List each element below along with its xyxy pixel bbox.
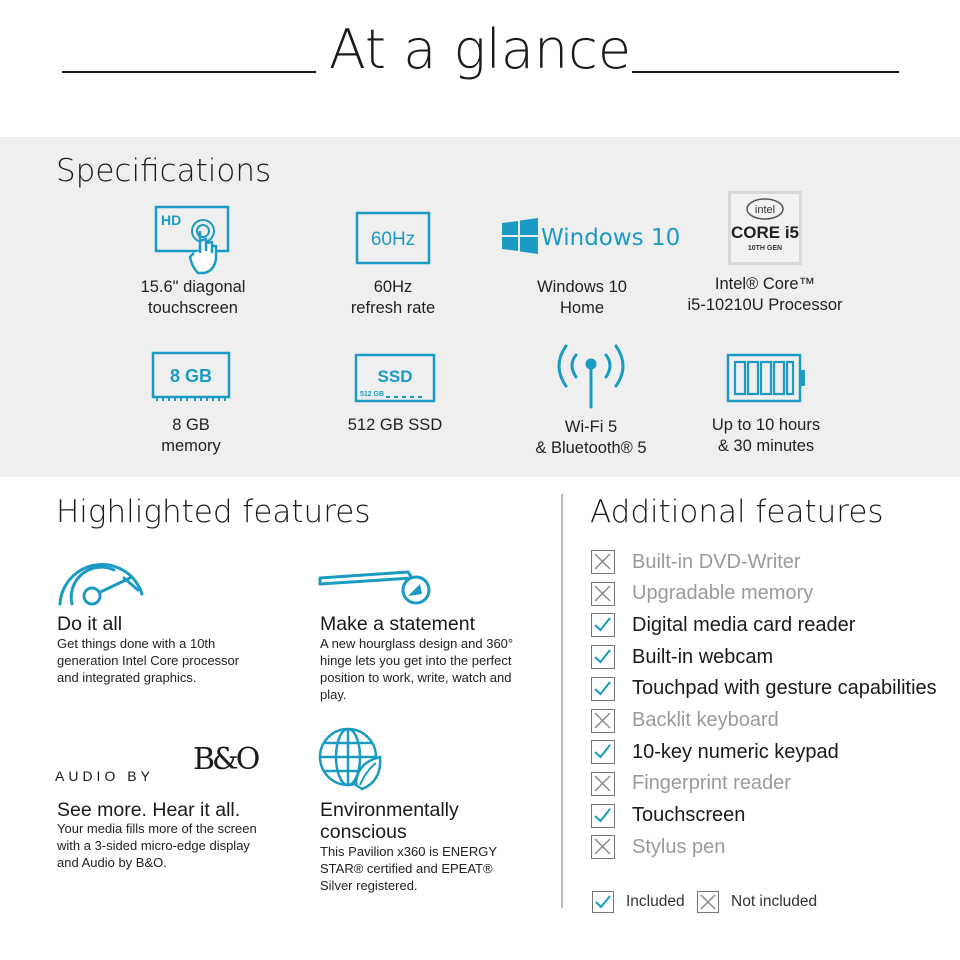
feature-description: Get things done with a 10th generation Intel Core processor and integrated graphics. — [57, 636, 240, 685]
feature-label: Built-in webcam — [632, 645, 774, 668]
feature-description: Your media fills more of the screen with a 3-sided micro-edge display and Audio by B&O. — [57, 821, 257, 870]
legend-included — [592, 890, 685, 914]
svg-text:HD: HD — [161, 212, 182, 228]
svg-text:CORE i5: CORE i5 — [730, 223, 800, 242]
feature-label: Digital media card reader — [632, 613, 856, 636]
feature-row — [591, 833, 725, 861]
check-icon — [591, 804, 615, 828]
feature-row — [591, 738, 839, 766]
legend-not-included-label: Not included — [731, 893, 818, 910]
memory-chip-icon — [146, 341, 236, 415]
svg-text:8 GB: 8 GB — [169, 366, 213, 386]
refresh-rate-icon — [348, 201, 438, 277]
spec-memory — [91, 341, 291, 457]
spec-label: 60Hz refresh rate — [350, 278, 436, 317]
feature-title: Make a statement — [320, 613, 475, 635]
cross-icon — [591, 582, 615, 606]
feature-row — [591, 675, 937, 703]
cross-icon — [591, 772, 615, 796]
header-rule-right — [632, 71, 899, 73]
feature-row — [591, 548, 801, 576]
spec-processor — [665, 187, 865, 316]
feature-label: Touchscreen — [632, 804, 746, 827]
feature-title: See more. Hear it all. — [57, 799, 241, 821]
ssd-icon — [350, 341, 440, 415]
feature-description: A new hourglass design and 360° hinge lets you get into the perfect position to work, write, watch and play. — [320, 636, 514, 702]
spec-storage — [295, 341, 495, 436]
spec-label: Windows 10 Home — [537, 278, 627, 317]
windows-logo-icon — [482, 201, 682, 277]
bo-audio-logo — [55, 740, 258, 784]
cross-icon — [591, 550, 615, 574]
svg-text:60Hz: 60Hz — [370, 229, 416, 250]
section-divider — [561, 494, 563, 908]
spec-windows — [482, 201, 682, 319]
feature-label: 10-key numeric keypad — [632, 740, 839, 763]
wifi-antenna-icon — [546, 337, 636, 417]
highlighted-features-title: Highlighted features — [56, 494, 371, 530]
audio-by-text: AUDIO BY — [55, 768, 154, 784]
page-title: At a glance — [328, 18, 632, 81]
feature-row — [591, 580, 813, 608]
cross-icon — [591, 835, 615, 859]
feature-row — [591, 611, 855, 639]
speedometer-icon — [52, 544, 152, 614]
feature-label: Backlit keyboard — [632, 709, 779, 731]
intel-core-badge-icon — [720, 187, 810, 277]
svg-text:intel: intel — [754, 204, 776, 216]
svg-text:Windows 10: Windows 10 — [541, 225, 681, 251]
globe-leaf-icon — [316, 723, 386, 793]
spec-label: 15.6" diagonal touchscreen — [140, 278, 246, 317]
check-icon — [592, 891, 614, 913]
hd-touch-icon — [148, 201, 238, 277]
cross-icon — [697, 891, 719, 913]
check-icon — [591, 677, 615, 701]
legend-not-included — [697, 890, 817, 914]
feature-row — [591, 802, 745, 830]
spec-label: 8 GB memory — [161, 416, 221, 455]
feature-label: Stylus pen — [632, 835, 726, 858]
svg-text:10TH GEN: 10TH GEN — [747, 245, 783, 252]
spec-battery — [666, 341, 866, 457]
spec-wireless — [491, 337, 691, 459]
spec-refresh-rate — [293, 201, 493, 319]
battery-icon — [721, 341, 811, 415]
svg-text:SSD: SSD — [377, 367, 413, 386]
svg-text:512 GB: 512 GB — [359, 391, 385, 398]
feature-title: Do it all — [57, 613, 123, 635]
feature-label: Touchpad with gesture capabilities — [632, 677, 937, 700]
specifications-title: Specifications — [56, 153, 272, 189]
laptop-hinge-icon — [316, 564, 436, 610]
feature-label: Built-in DVD-Writer — [632, 550, 801, 573]
feature-label: Fingerprint reader — [632, 772, 791, 795]
legend-included-label: Included — [626, 893, 685, 910]
feature-description: This Pavilion x360 is ENERGY STAR® certified and EPEAT® Silver registered. — [320, 844, 497, 893]
check-icon — [591, 740, 615, 764]
bo-logo-mark: B&O — [193, 742, 258, 777]
feature-row — [591, 770, 791, 798]
additional-features-title: Additional features — [590, 494, 884, 530]
specifications-section — [0, 137, 960, 477]
spec-label: Up to 10 hours & 30 minutes — [711, 416, 821, 455]
feature-title: Environmentally conscious — [320, 799, 459, 843]
feature-row — [591, 707, 779, 735]
check-icon — [591, 613, 615, 637]
check-icon — [591, 645, 615, 669]
spec-label: Intel® Core™ i5-10210U Processor — [687, 275, 843, 314]
spec-label: 512 GB SSD — [347, 416, 443, 434]
spec-touchscreen — [93, 201, 293, 319]
spec-label: Wi-Fi 5 & Bluetooth® 5 — [535, 418, 647, 457]
feature-row — [591, 643, 773, 671]
feature-label: Upgradable memory — [632, 582, 814, 605]
cross-icon — [591, 709, 615, 733]
